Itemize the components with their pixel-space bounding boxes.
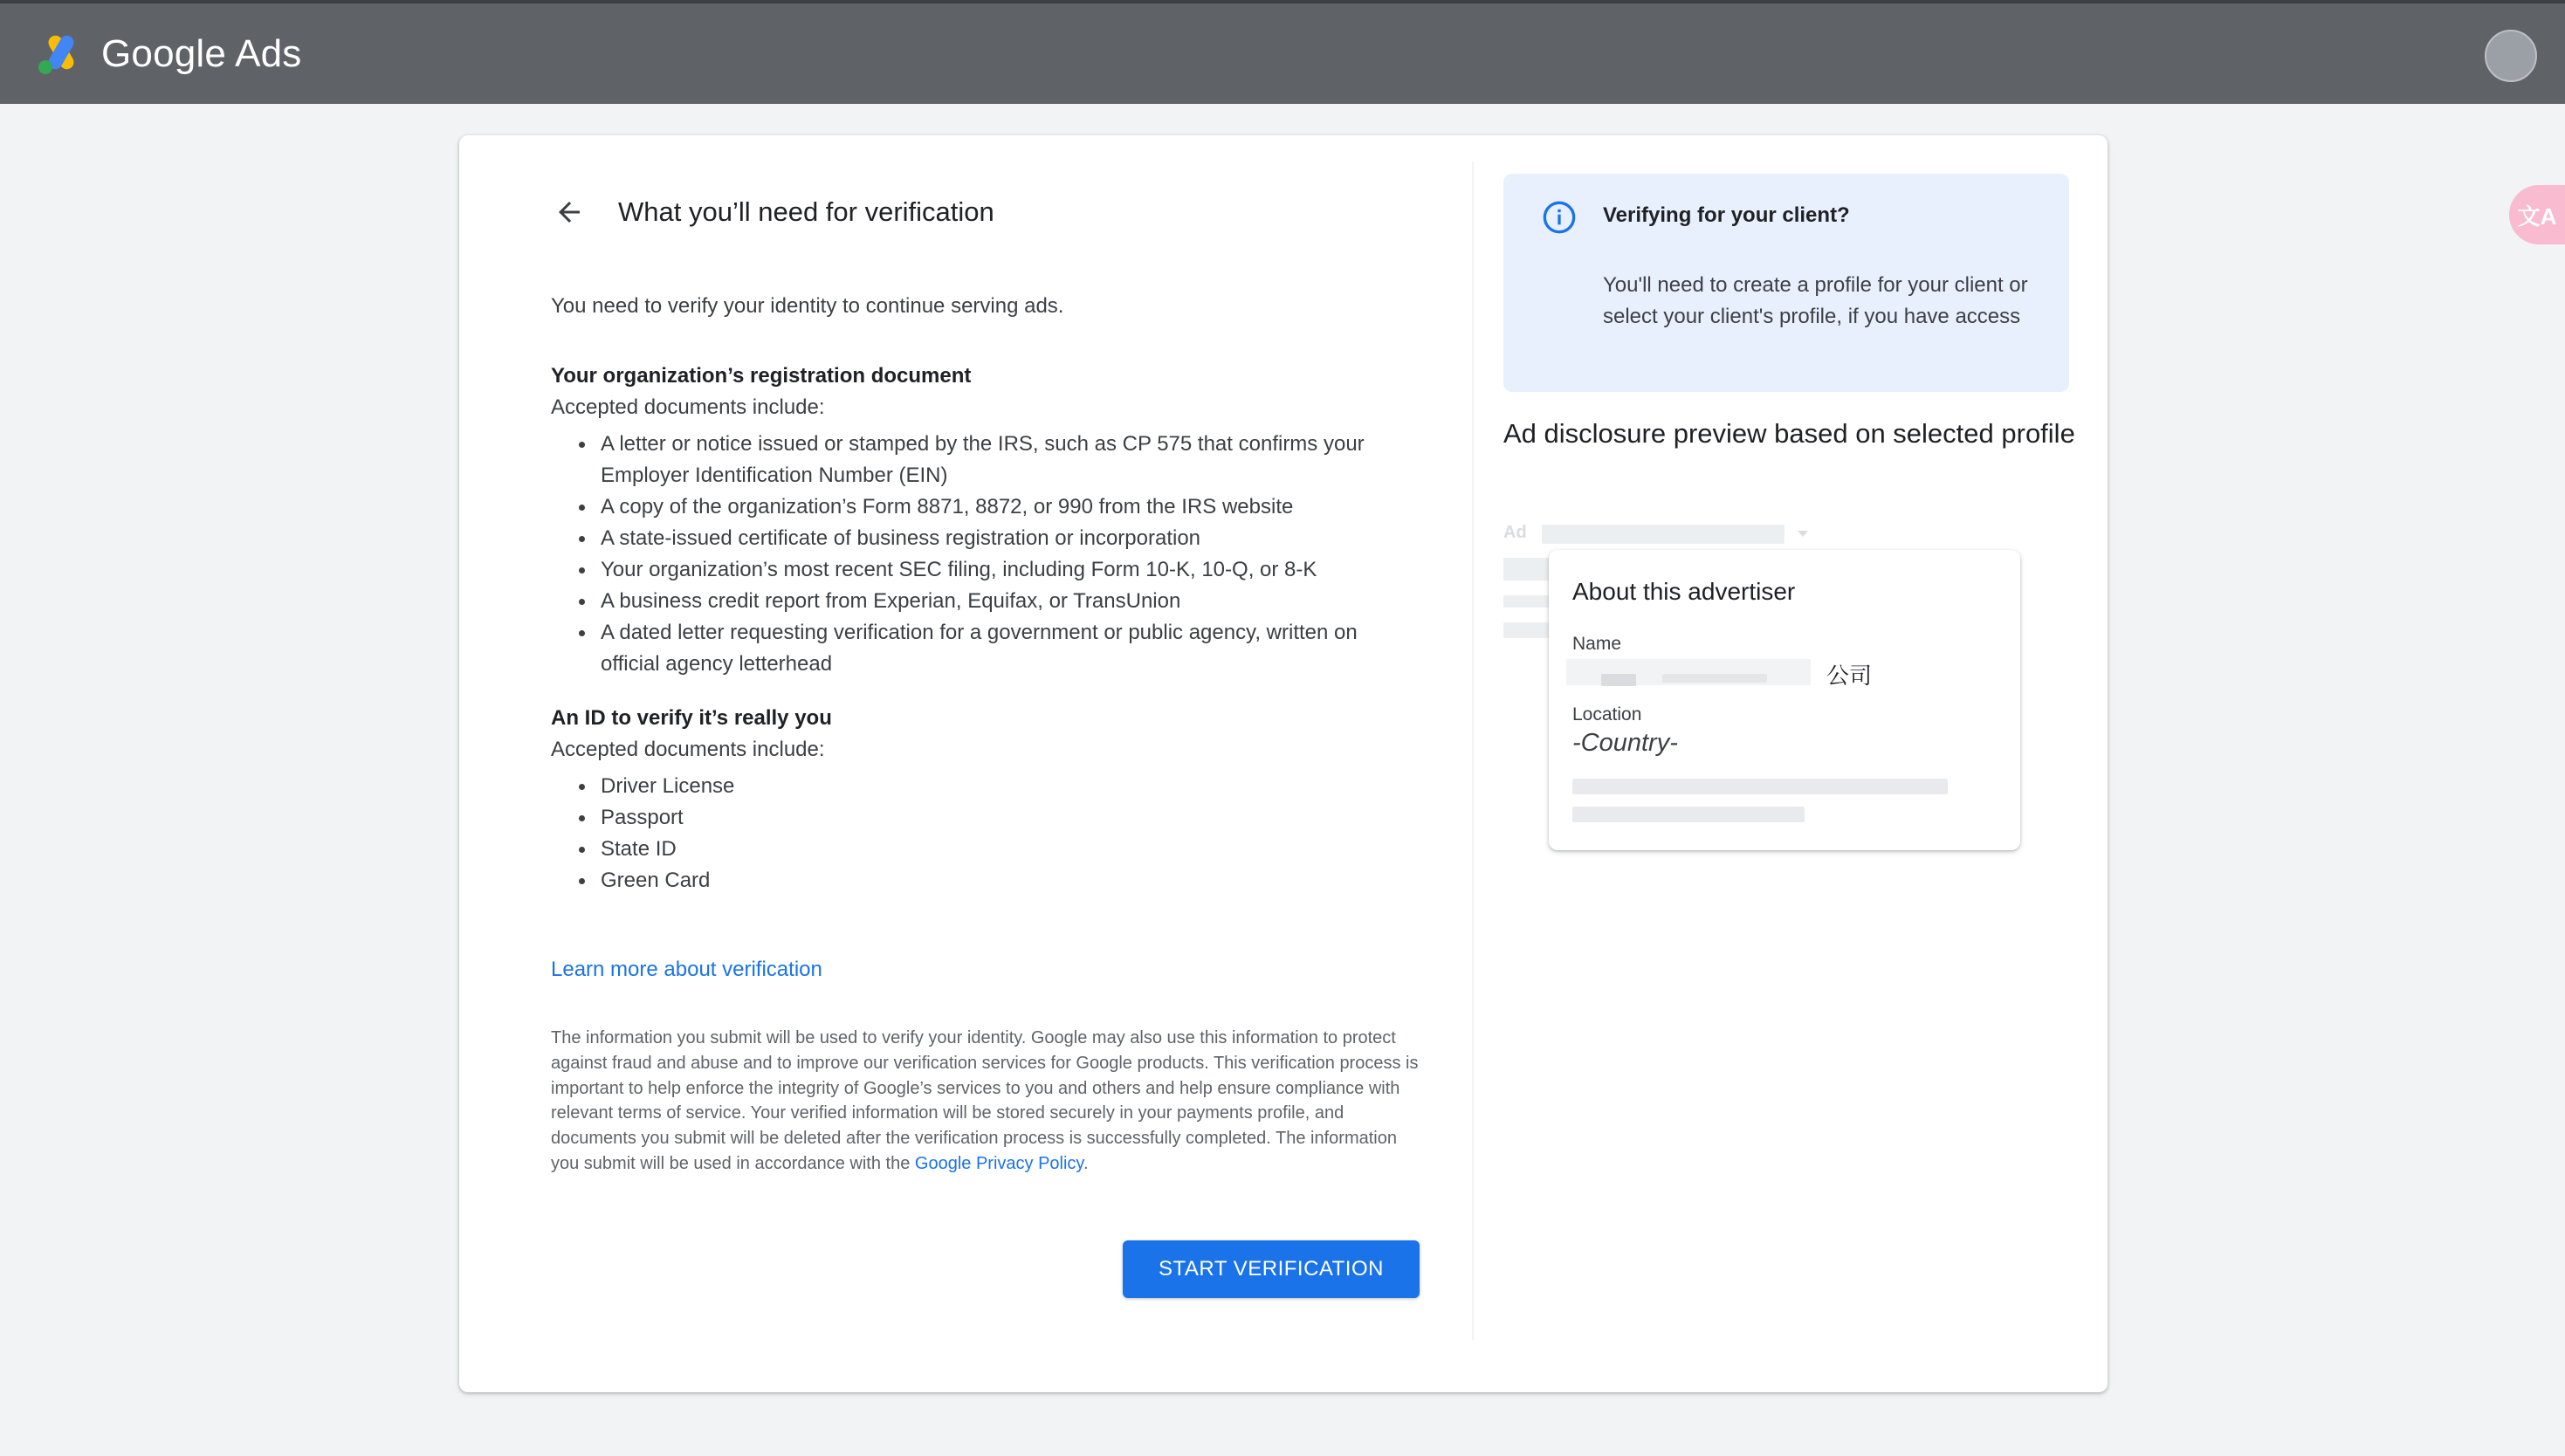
chevron-down-icon: [1797, 530, 1809, 539]
advertiser-card-title: About this advertiser: [1572, 578, 1796, 605]
avatar[interactable]: [2485, 30, 2537, 82]
redacted-line: [1572, 779, 1948, 794]
verification-card: [459, 135, 2108, 1392]
list-item: A business credit report from Experian, Equifax, or TransUnion: [551, 586, 1415, 617]
start-verification-button[interactable]: START VERIFICATION: [1123, 1240, 1420, 1298]
name-label: Name: [1572, 634, 1622, 654]
id-subheading: Accepted documents include:: [551, 738, 825, 761]
advertiser-card: [1549, 550, 2020, 850]
id-section: [551, 703, 1415, 896]
page-header: [554, 196, 994, 228]
list-item: State ID: [551, 834, 1415, 865]
requirements-panel: [459, 135, 1472, 1392]
disclaimer-body: The information you submit will be used to verify your identity. Google may also use this information to protect against fraud and abuse and to improve our verification services for Google products. This verification process is important to help enforce the integrity of Google’s services to you and others and help ensure compliance with relevant terms of service. Your verified information will be stored securely in your payments profile, and documents you submit will be deleted after the verification process is successfully completed. The information you submit will be used in accordance with the: [551, 1028, 1419, 1173]
intro-text: You need to verify your identity to continue serving ads.: [551, 294, 1064, 318]
redacted-line: [1572, 807, 1805, 822]
ad-label: Ad: [1503, 523, 1527, 542]
list-item: Passport: [551, 802, 1415, 834]
learn-more-link[interactable]: Learn more about verification: [551, 958, 822, 981]
redacted-line: [1503, 622, 1556, 638]
registration-subheading: Accepted documents include:: [551, 395, 825, 419]
back-arrow-icon[interactable]: [554, 196, 585, 228]
redacted-name-fragment: [1601, 674, 1636, 686]
preview-panel: [1474, 135, 2108, 1392]
logo-text: Google Ads: [101, 31, 302, 75]
redacted-name-fragment: [1662, 674, 1767, 683]
advertiser-name-suffix: 公司: [1826, 663, 1873, 689]
info-body: You'll need to create a profile for your client or select your client's profile, if you have access: [1603, 273, 2028, 328]
disclaimer-end: .: [1083, 1153, 1089, 1173]
list-item: Driver License: [551, 771, 1415, 802]
location-value: -Country-: [1572, 729, 1678, 757]
redacted-line: [1503, 558, 1556, 580]
list-item: Green Card: [551, 865, 1415, 896]
google-ads-logo[interactable]: [35, 32, 302, 76]
privacy-policy-link[interactable]: Google Privacy Policy: [914, 1153, 1083, 1173]
id-list: [551, 771, 1415, 896]
client-info-box: [1503, 174, 2069, 392]
top-bar: [0, 0, 2565, 104]
redacted-line: [1503, 595, 1556, 608]
list-item: A copy of the organization’s Form 8871, 8872, or 990 from the IRS website: [551, 491, 1415, 523]
translate-icon[interactable]: 文A: [2509, 185, 2565, 244]
preview-title: Ad disclosure preview based on selected profile: [1503, 418, 2075, 449]
list-item: Your organization’s most recent SEC filing, including Form 10-K, 10-Q, or 8-K: [551, 554, 1415, 586]
registration-heading: Your organization’s registration document: [551, 364, 972, 388]
list-item: A dated letter requesting verification for a government or public agency, written on official agency letterhead: [551, 617, 1415, 680]
list-item: A letter or notice issued or stamped by the IRS, such as CP 575 that confirms your Employer Identification Number (EIN): [551, 429, 1415, 491]
id-heading: An ID to verify it’s really you: [551, 706, 832, 730]
list-item: A state-issued certificate of business registration or incorporation: [551, 523, 1415, 554]
registration-list: [551, 429, 1415, 680]
disclaimer-text: [551, 1026, 1424, 1177]
registration-section: [551, 361, 1415, 680]
info-title: Verifying for your client?: [1603, 203, 1850, 227]
location-label: Location: [1572, 704, 1642, 725]
info-icon: [1542, 200, 1577, 235]
google-ads-logo-icon: [35, 32, 86, 76]
page-title: What you’ll need for verification: [618, 196, 994, 227]
redacted-url: [1542, 525, 1784, 544]
